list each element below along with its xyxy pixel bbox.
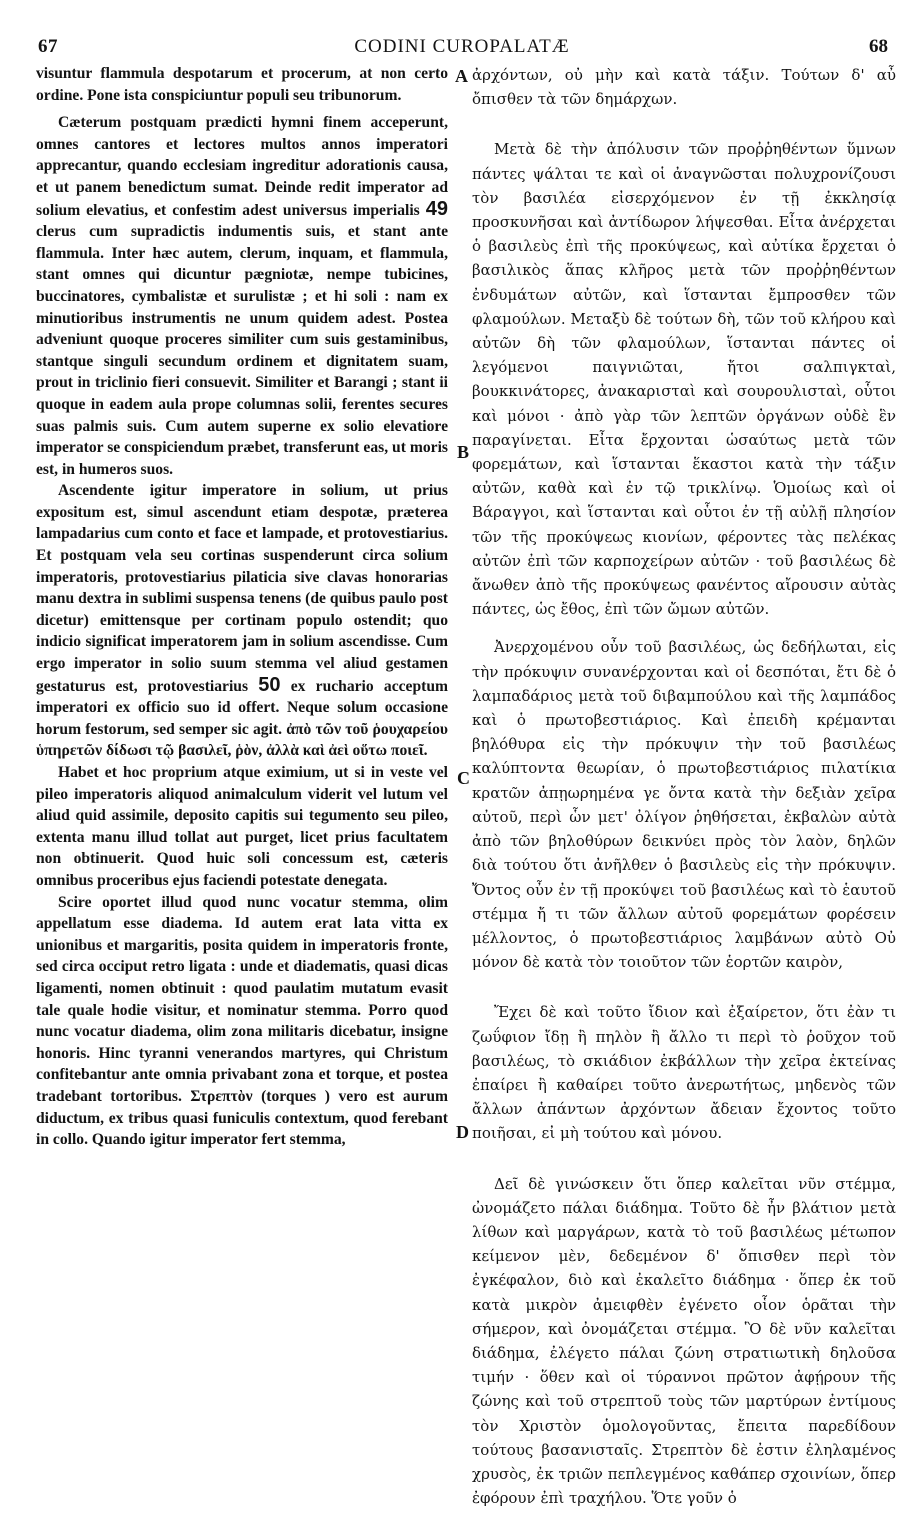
section-marker-b: B bbox=[457, 442, 470, 462]
latin-column bbox=[36, 63, 448, 1151]
greek-paragraph: Ἔχει δὲ καὶ τοῦτο ἴδιον καὶ ἐξαίρετον, ὅτι ἐὰν τι ζωΰφιον ἴδῃ ἢ πηλὸν ἢ ἄλλο τι περὶ τὸ ῥοῦχον τοῦ βασιλέως, τὸ σκιάδιον ἐκβάλλων τὴν χεῖρα ἐκτείνας ἐπαίρει ἢ καθαίρει τοῦτο ἀνερωτήτως, μηδενὸς τῶν ἄλλων ἁπάντων ἀρχόντων ἄδειαν ἔχοντος τοῦτο ποιῆσαι, εἰ μὴ τούτου καὶ μόνου. bbox=[472, 1003, 896, 1143]
folio-number: 50 bbox=[258, 673, 281, 696]
latin-text: Cæterum postquam prædicti hymni finem acceperunt, omnes cantores et lectores multos annos imperatori apprecantur, quando ecclesiam ingreditur adorationis causa, et ut panem benedictum sumat. Deinde redit imperator ad solium elevatius, et confestim adest universus imperialis bbox=[36, 114, 448, 219]
running-title: CODINI CUROPALATÆ bbox=[354, 36, 570, 57]
page-number-left: 67 bbox=[38, 36, 58, 57]
section-marker-a: A bbox=[455, 66, 468, 86]
greek-fragment: ἀπὸ τῶν τοῦ ῥουχαρείου ὑπηρετῶν δίδωσι τῷ βασιλεῖ, ῥὸν, ἀλλὰ καὶ ἀεὶ οὕτω ποιεῖ. bbox=[36, 720, 448, 760]
latin-paragraph bbox=[36, 112, 448, 480]
greek-paragraph: Δεῖ δὲ γινώσκειν ὅτι ὅπερ καλεῖται νῦν στέμμα, ὠνομάζετο πάλαι διάδημα. Τοῦτο δὲ ἦν βλάτιον μετὰ λίθων καὶ μαργάρων, κατὰ τὸ τοῦ βασιλέως μέτωπον κείμενον μὲν, δεδεμένον δ' ὄπισθεν περὶ τὸν ἐγκέφαλον, διὸ καὶ ἐκαλεῖτο διάδημα · ὅπερ ἐκ τοῦ κατὰ μικρὸν ἀμειφθὲν ἐγένετο οἷον ὁρᾶται τὴν σήμερον, καὶ ὀνομάζεται στέμμα. Ὃ δὲ νῦν καλεῖται διάδημα, ἐλέγετο πάλαι ζώνη στρατιωτικὴ δηλοῦσα τιμήν · ὅθεν καὶ οἱ τύραννοι πρῶτον ἀφῄρουν τῆς ζώνης καὶ τοῦ στρεπτοῦ τοὺς τῶν μαρτύρων ἐντίμους τὸν Χριστὸν ὁμολογοῦντας, ἔπειτα παρεδίδουν τούτους βασανισταῖς. Στρεπτὸν δὲ ἐστιν ἐληλαμένος χρυσὸς, ἐκ τριῶν πεπλεγμένος καθάπερ σχοινίων, ὅπερ ἐφόρουν ἐπὶ τραχήλου. Ὅτε γοῦν ὁ bbox=[472, 1174, 896, 1508]
page-number-right: 68 bbox=[869, 36, 888, 57]
greek-paragraph: Ἀνερχομένου οὖν τοῦ βασιλέως, ὡς δεδήλωται, εἰς τὴν πρόκυψιν συνανέρχονται καὶ οἱ δεσπόται, ἔτι δὲ ὁ λαμπαδάριος μετὰ τοῦ διβαμπούλου καὶ τῆς λαμπάδος καὶ ὁ πρωτοβεστιάριος. Καὶ ἐπειδὴ κρέμανται βηλόθυρα εἰς τὴν πρόκυψιν τὴν τοῦ βασιλέως καλύπτοντα θεωρίαν, ὁ πρωτοβεστιάριος πιλατίκια κρατῶν ἀπῃωρημένα γε ὄντα κατὰ τὴν δεξιὰν χεῖρα αὐτοῦ, περὶ ὧν μετ' ὀλίγον ῥηθήσεται, ἐκβαλὼν αὐτὰ ἀπὸ τῶν βηλοθύρων δεικνύει πρὸς τὸν λαὸν, δηλῶν διὰ τούτου ὅτι ἀνῆλθεν ὁ βασιλεὺς εἰς τὴν πρόκυψιν. Ὄντος οὖν ἐν τῇ προκύψει τοῦ βασιλέως καὶ τὸ ἑαυτοῦ στέμμα ἤ τι τῶν ἄλλων αὐτοῦ φορεμάτων φορέσειν μέλλοντος, ὁ πρωτοβεστιάριος λαμβάνων αὐτὸ Οὐ μόνον δὲ κατὰ τὸν τοιοῦτον τῶν ἑορτῶν καιρὸν, bbox=[472, 638, 896, 972]
latin-text: ex ruchario acceptum imperatori ex officio suo id offert. Neque solum occasione horum festorum, sed semper sic agit. bbox=[36, 677, 448, 738]
section-marker-d: D bbox=[456, 1122, 469, 1142]
latin-paragraph: Habet et hoc proprium atque eximium, ut si in veste vel pileo imperatoris aliquod animalculum viderit vel lutum vel aliud quid assimile, deposito capitis sui tegumento seu pileo, extenta manu illud tollat aut purget, licet prius facultatem non obtinuerit. Quod huic soli concessum est, cæteris omnibus proceribus ejus faciendi potestate denegata. bbox=[36, 764, 448, 889]
latin-text: Ascendente igitur imperatore in solium, ut prius expositum est, simul ascendunt etiam despotæ, præterea lampadarius cum conto et face et lampade, et protovestiarius. Et postquam vela seu cortinas suspenderunt circa solium imperatoris, protovestiarius pilaticia sive clavas honorarias manu dextra in sublimi suspensa tenens (de quibus paulo post dicetur) emittensque per cortinam populo ostendit; quo indicio significat imperatorem jam in solium ascendisse. Cum ergo imperator in solio suum stemma vel aliud gestamen gestaturus est, protovestiarius bbox=[36, 482, 448, 695]
greek-paragraph: Μετὰ δὲ τὴν ἀπόλυσιν τῶν προῤῥηθέντων ὕμνων πάντες ψάλται τε καὶ οἱ ἀναγνῶσται πολυχρονίζουσι τὸν βασιλέα εἰσερχόμενον ἐν τῇ ἐκκλησίᾳ προσκυνῆσαι καὶ ἀντίδωρον λήψεσθαι. Εἶτα ἀνέρχεται ὁ βασιλεὺς ἐπὶ τῆς προκύψεως, καὶ αὐτίκα ἔρχεται ὁ βασιλικὸς ἅπας κλῆρος μετὰ τῶν προῤῥηθέντων ἐνδυμάτων αὐτῶν, καὶ ἵστανται ἔμπροσθεν τῶν φλαμούλων. Μεταξὺ δὲ τούτων δὴ, τῶν τοῦ κλήρου καὶ αὐτῶν δὴ τῶν φλαμούλων, ἵστανται πάντες οἱ λεγόμενοι παιγνιῶται, ἤτοι σαλπιγκταὶ, βουκκινάτορες, ἀνακαρισταὶ καὶ σουρουλισταὶ, οὗτοι καὶ μόνοι · ἀπὸ γὰρ τῶν λεπτῶν ὀργάνων οὐδὲ ἓν παραγίνεται. Εἶτα ἔρχονται ὡσαύτως μετὰ τῶν φορεμάτων, καὶ ἵστανται ἕκαστοι κατὰ τὴν τάξιν αὐτῶν, καθὰ καὶ ἐν τῷ τρικλίνῳ. Ὁμοίως καὶ οἱ Βάραγγοι, καὶ ἵστανται καὶ οὗτοι ἐν τῇ αὐλῇ πλησίον τῶν τῆς προκύψεως κιονίων, φέροντες τὰς πελέκας αὐτῶν ἐπὶ τῶν καρποχείρων αὐτῶν · τοῦ βασιλέως δὲ ἄνωθεν ἀπὸ τῆς προκύψεως φανέντος αἴρουσιν αὐτὰς πάντες, ὡς ἔθος, ἐπὶ τῶν ὤμων αὐτῶν. bbox=[472, 140, 896, 619]
page-header bbox=[0, 30, 924, 64]
greek-paragraph: ἀρχόντων, οὐ μὴν καὶ κατὰ τάξιν. Τούτων δ' αὖ ὄπισθεν τὰ τῶν δημάρχων. bbox=[472, 66, 896, 109]
folio-number: 49 bbox=[425, 197, 448, 220]
greek-column bbox=[472, 63, 896, 1510]
section-marker-c: C bbox=[457, 768, 470, 788]
latin-text: clerus cum supradictis indumentis suis, et stant ante flammula. Inter hæc autem, clerum, inquam, et flammula, stant omnes qui dicuntur pægniotæ, nempe tubicines, buccinatores, cymbalistæ et surulistæ ; et hi soli : nam ex minutioribus instrumentis ne unum quidem adest. Postea adveniunt quoque proceres similiter cum suis gestaminibus, stantque singuli secundum ordinem et dignitatem suam, prout in triclinio fieri consuevit. Similiter et Barangi ; stant ii quoque in eadem aula prope columnas solii, ferentes secures suas palmis suis. Cum autem superne ex solio elevatiore imperator se conspiciendum præbet, transferunt eas, ut moris est, in humeros suos. bbox=[36, 223, 448, 478]
latin-paragraph: Scire oportet illud quod nunc vocatur stemma, olim appellatum esse diadema. Id autem erat lata vitta ex unionibus et margaritis, posita quidem in imperatoris fronte, sed circa occiput retro ligata : unde et diadematis, quasi dicas ligamenti, nomen obtinuit : quod paulatim mutatum evasit tale quale hodie visitur, et nominatur stemma. Porro quod nunc vocatur diadema, olim zona militaris dicebatur, insigne honoris. Hinc tyranni venerandos martyres, qui Christum confitebantur ante omnia privabant zona et torque, et postea tradebant tortoribus. Στρεπτὸν (torques ) vero est aurum diductum, ex tribus quasi funiculis contextum, quod ferebant in collo. Quando igitur imperator fert stemma, bbox=[36, 893, 448, 1149]
latin-paragraph: visuntur flammula despotarum et procerum, at non certo ordine. Pone ista conspiciuntur populi seu tribunorum. bbox=[36, 65, 448, 104]
latin-paragraph bbox=[36, 480, 448, 762]
